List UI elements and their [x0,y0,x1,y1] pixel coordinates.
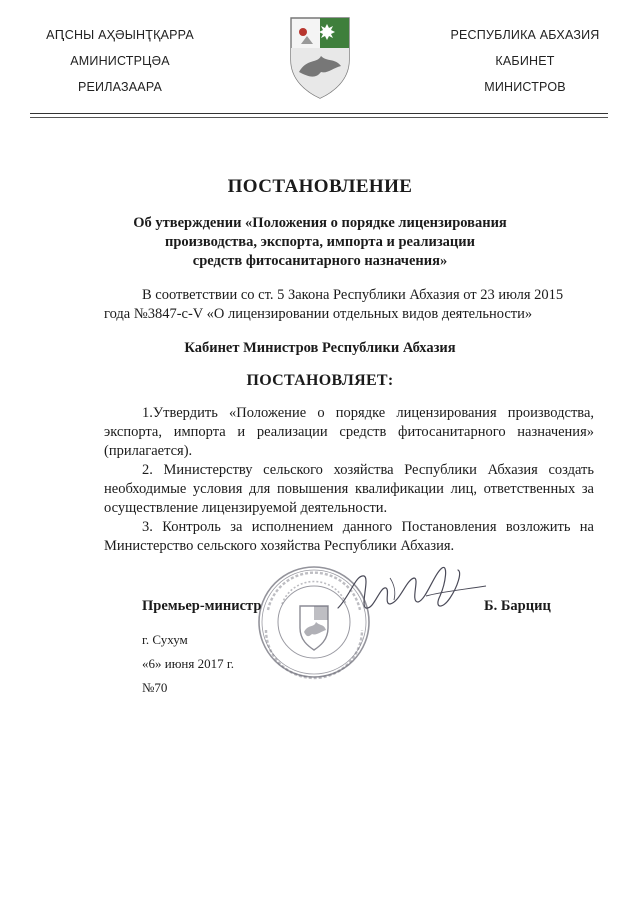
subject-line-1: Об утверждении «Положения о порядке лицензирования [133,215,507,231]
issuer: Кабинет Министров Республики Абхазия [184,340,456,356]
header-left-line-1: АԤСНЫ АҲӘЫНҬҚАРРА [46,28,194,42]
header-right-russian [425,22,625,100]
document-subject [110,214,530,271]
resolution-item-2: 2. Министерству сельского хозяйства Республики Абхазия создать необходимые условия для повышения квалификации лиц, ответственных за осуществление лицензируемой деятельности. [104,462,594,516]
header-rule-thick [30,113,608,114]
preamble-line-2: года №3847-с-V «О лицензировании отдельных видов деятельности» [104,306,533,322]
resolution-item-1: 1.Утвердить «Положение о порядке лицензирования производства, экспорта, импорта и реализации средств фитосанитарного назначения» (прилагается). [104,405,594,459]
resolution-items [104,404,594,556]
subject-line-3: средств фитосанитарного назначения» [192,253,448,269]
handwritten-signature-icon [330,556,490,626]
preamble [104,286,602,324]
place-of-issue: г. Сухум [142,632,188,647]
preamble-line-1: В соответствии со ст. 5 Закона Республики Абхазия от 23 июля 2015 [142,287,564,303]
resolves-heading: ПОСТАНОВЛЯЕТ: [246,372,394,389]
header-left-line-3: РЕИЛАЗААРА [77,80,163,94]
header-rule-thin [30,117,608,118]
document-number: №70 [142,680,168,695]
resolution-item-3: 3. Контроль за исполнением данного Постановления возложить на Министерство сельского хозяйства Республики Абхазия. [104,519,594,554]
state-emblem-icon [287,14,353,100]
header-left-abkhaz [20,22,220,100]
document-title: ПОСТАНОВЛЕНИЕ [227,176,413,197]
header-right-line-2: КАБИНЕТ [495,54,555,68]
signatory-role: Премьер-министр [142,598,262,614]
subject-line-2: производства, экспорта, импорта и реализации [165,234,475,250]
issue-date: «6» июня 2017 г. [142,656,234,671]
header-right-line-1: РЕСПУБЛИКА АБХАЗИЯ [450,28,600,42]
signatory-name: Б. Барциц [484,598,551,614]
header-left-line-2: АМИНИСТРЦӘА [70,54,170,68]
header-right-line-3: МИНИСТРОВ [484,80,566,94]
